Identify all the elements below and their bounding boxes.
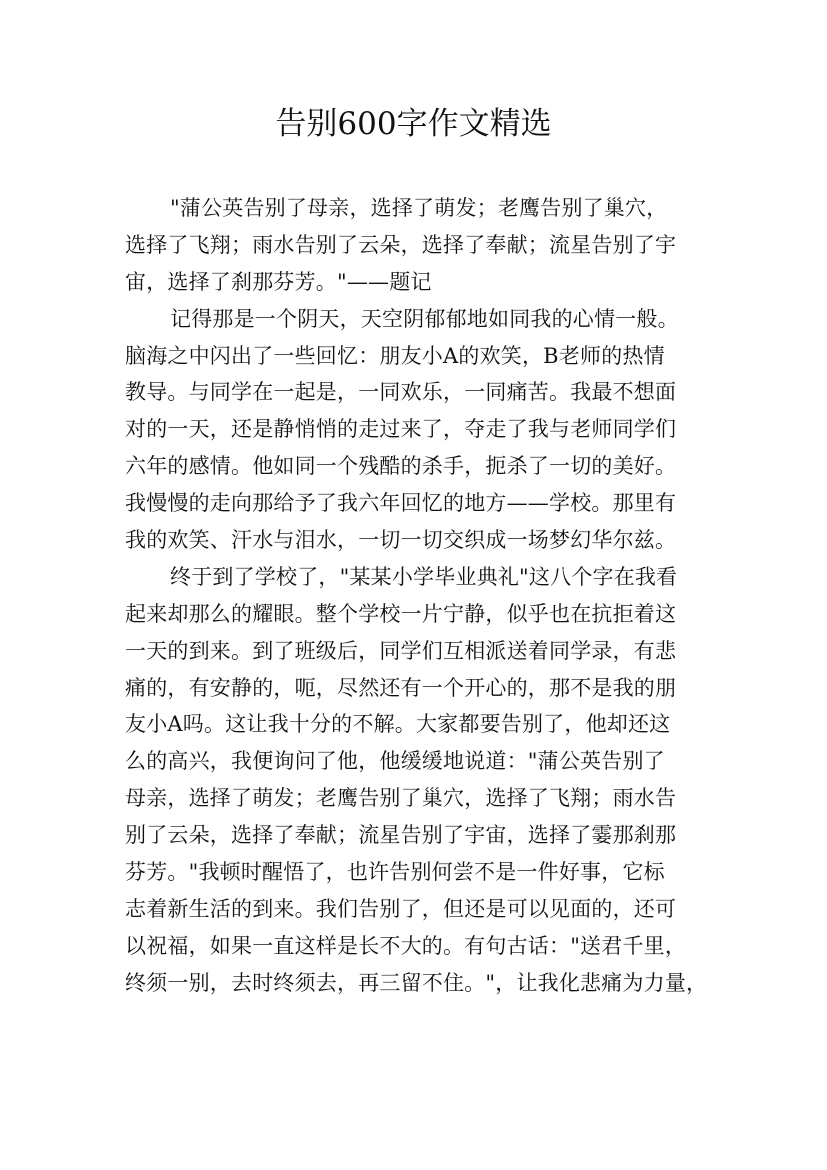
text-line: 以祝福，如果一直这样是长不大的。有句古话："送君千里，: [125, 933, 687, 958]
document-title: 告别600字作文精选: [275, 106, 552, 142]
text-line: 教导。与同学在一起是，一同欢乐，一同痛苦。我最不想面: [125, 380, 677, 405]
text-line: 芬芳。"我顿时醒悟了，也许告别何尝不是一件好事，它标: [125, 860, 665, 885]
text-line: 志着新生活的到来。我们告别了，但还是可以见面的，还可: [125, 896, 677, 921]
text-line: 选择了飞翔；雨水告别了云朵，选择了奉献；流星告别了宇: [125, 232, 677, 257]
text-line: 别了云朵，选择了奉献；流星告别了宇宙，选择了霎那刹那: [125, 823, 677, 848]
text-line: 我的欢笑、汗水与泪水，一切一切交织成一场梦幻华尔兹。: [125, 528, 677, 553]
text-line: 六年的感情。他如同一个残酷的杀手，扼杀了一切的美好。: [125, 454, 677, 479]
text-line: "蒲公英告别了母亲，选择了萌发；老鹰告别了巢穴，: [170, 196, 668, 220]
text-line: 终须一别，去时终须去，再三留不住。"，让我化悲痛为力量，: [125, 970, 708, 995]
text-line: 母亲，选择了萌发；老鹰告别了巢穴，选择了飞翔；雨水告: [125, 786, 677, 811]
text-line: 对的一天，还是静悄悄的走过来了，夺走了我与老师同学们: [125, 417, 677, 442]
document-body: [125, 190, 719, 1002]
text-line: 起来却那么的耀眼。整个学校一片宁静，似乎也在抗拒着这: [125, 601, 677, 626]
text-line: 么的高兴，我便询问了他，他缓缓地说道："蒲公英告别了: [125, 749, 665, 774]
text-line: 脑海之中闪出了一些回忆：朋友小A的欢笑，B老师的热情: [125, 343, 665, 368]
text-line: 终于到了学校了，"某某小学毕业典礼"这八个字在我看: [170, 564, 678, 589]
text-line: 我慢慢的走向那给予了我六年回忆的地方——学校。那里有: [125, 491, 677, 516]
text-line: 痛的，有安静的，呃，尽然还有一个开心的，那不是我的朋: [125, 675, 677, 700]
text-line: 记得那是一个阴天，天空阴郁郁地如同我的心情一般。: [170, 306, 679, 331]
text-line: 宙，选择了刹那芬芳。"——题记: [125, 269, 432, 294]
text-line: 一天的到来。到了班级后，同学们互相派送着同学录，有悲: [125, 638, 677, 663]
text-line: 友小A吗。这让我十分的不解。大家都要告别了，他却还这: [125, 712, 671, 737]
